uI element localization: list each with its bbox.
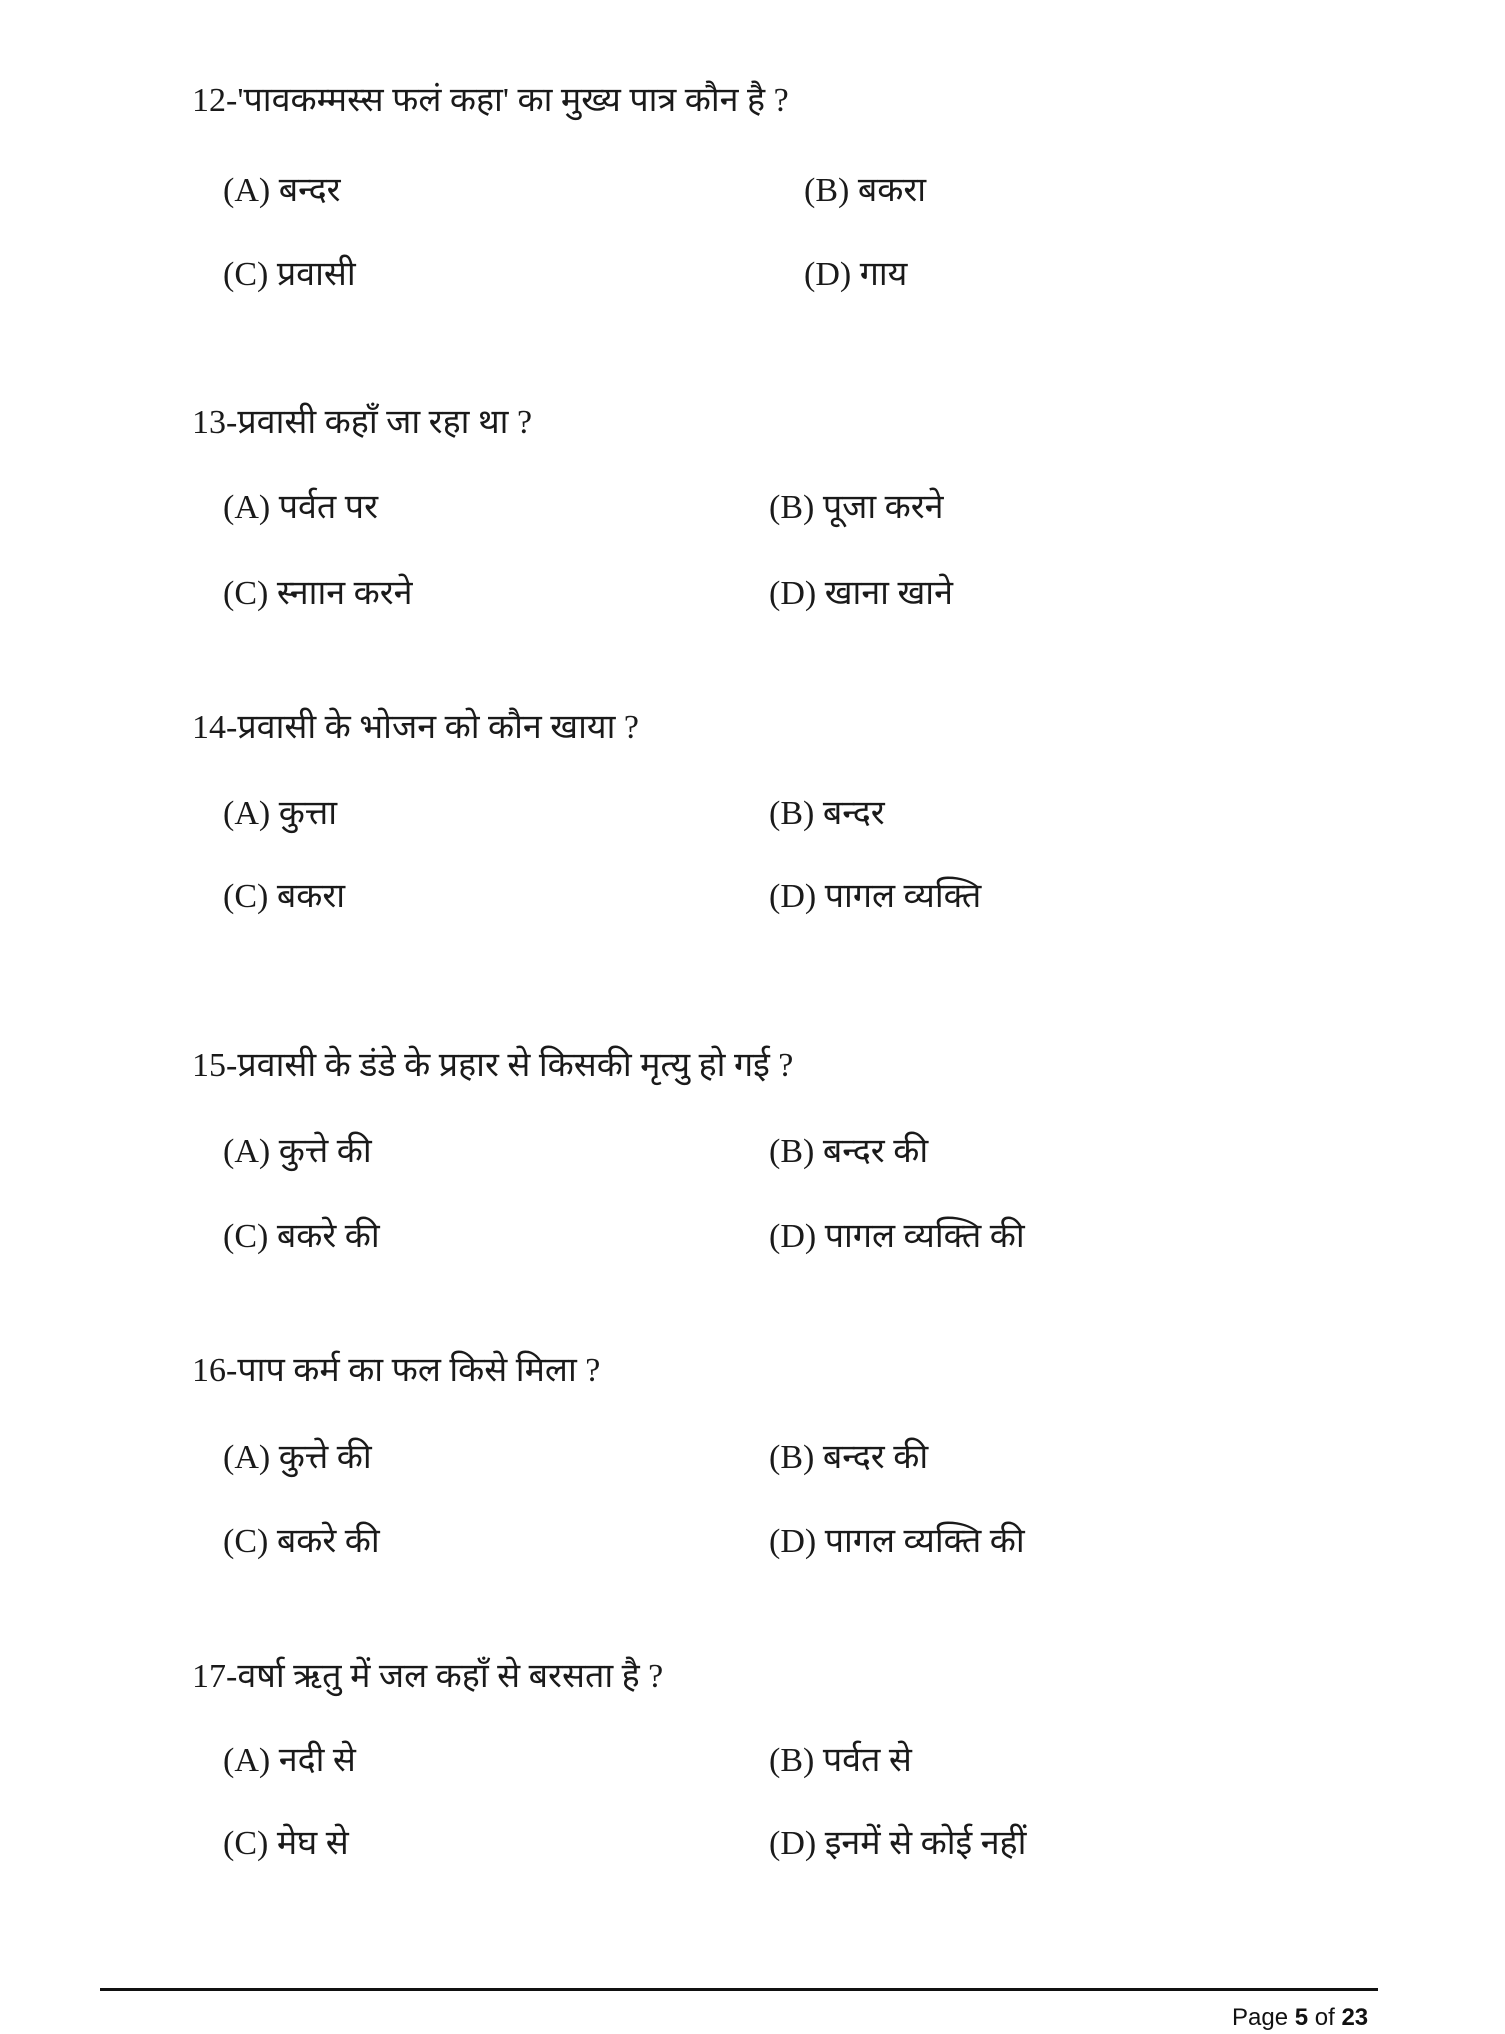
page-current: 5 xyxy=(1294,2004,1309,2031)
page-total: 23 xyxy=(1341,2004,1369,2031)
footer-divider xyxy=(100,1988,1378,1991)
question-16: 16-पाप कर्म का फल किसे मिला ? xyxy=(192,1352,601,1389)
q17-option-a: (A) नदी से xyxy=(223,1742,356,1779)
q17-option-c: (C) मेघ से xyxy=(223,1825,349,1862)
q15-option-c: (C) बकरे की xyxy=(223,1218,380,1255)
page-of: of xyxy=(1308,2004,1342,2031)
q16-option-d: (D) पागल व्यक्ति की xyxy=(769,1523,1025,1560)
question-14: 14-प्रवासी के भोजन को कौन खाया ? xyxy=(192,709,640,746)
question-13: 13-प्रवासी कहाँ जा रहा था ? xyxy=(192,404,533,441)
q16-option-c: (C) बकरे की xyxy=(223,1523,380,1560)
question-12: 12-'पावकम्मस्स फलं कहा' का मुख्य पात्र कौन है ? xyxy=(192,82,789,119)
q13-option-c: (C) स्नाान करने xyxy=(223,575,413,612)
q12-option-d: (D) गाय xyxy=(804,256,908,293)
q13-option-a: (A) पर्वत पर xyxy=(223,489,379,526)
q14-option-a: (A) कुत्ता xyxy=(223,795,338,832)
question-15: 15-प्रवासी के डंडे के प्रहार से किसकी मृत्यु हो गई ? xyxy=(192,1047,794,1084)
q17-option-b: (B) पर्वत से xyxy=(769,1742,912,1779)
q12-option-c: (C) प्रवासी xyxy=(223,256,356,293)
q14-option-b: (B) बन्दर xyxy=(769,795,885,832)
q15-option-d: (D) पागल व्यक्ति की xyxy=(769,1218,1025,1255)
q17-option-d: (D) इनमें से कोई नहीं xyxy=(769,1825,1027,1862)
q16-option-b: (B) बन्दर की xyxy=(769,1439,929,1476)
q13-option-b: (B) पूजा करने xyxy=(769,489,944,526)
q12-option-b: (B) बकरा xyxy=(804,172,927,209)
q14-option-d: (D) पागल व्यक्ति xyxy=(769,878,982,915)
question-17: 17-वर्षा ऋतु में जल कहाँ से बरसता है ? xyxy=(192,1658,664,1695)
q15-option-a: (A) कुत्ते की xyxy=(223,1133,372,1170)
q16-option-a: (A) कुत्ते की xyxy=(223,1439,372,1476)
q14-option-c: (C) बकरा xyxy=(223,878,346,915)
q15-option-b: (B) बन्दर की xyxy=(769,1133,929,1170)
q12-option-a: (A) बन्दर xyxy=(223,172,341,209)
page-prefix: Page xyxy=(1232,2004,1295,2031)
q13-option-d: (D) खाना खाने xyxy=(769,575,953,612)
page-number xyxy=(1232,2003,1368,2033)
